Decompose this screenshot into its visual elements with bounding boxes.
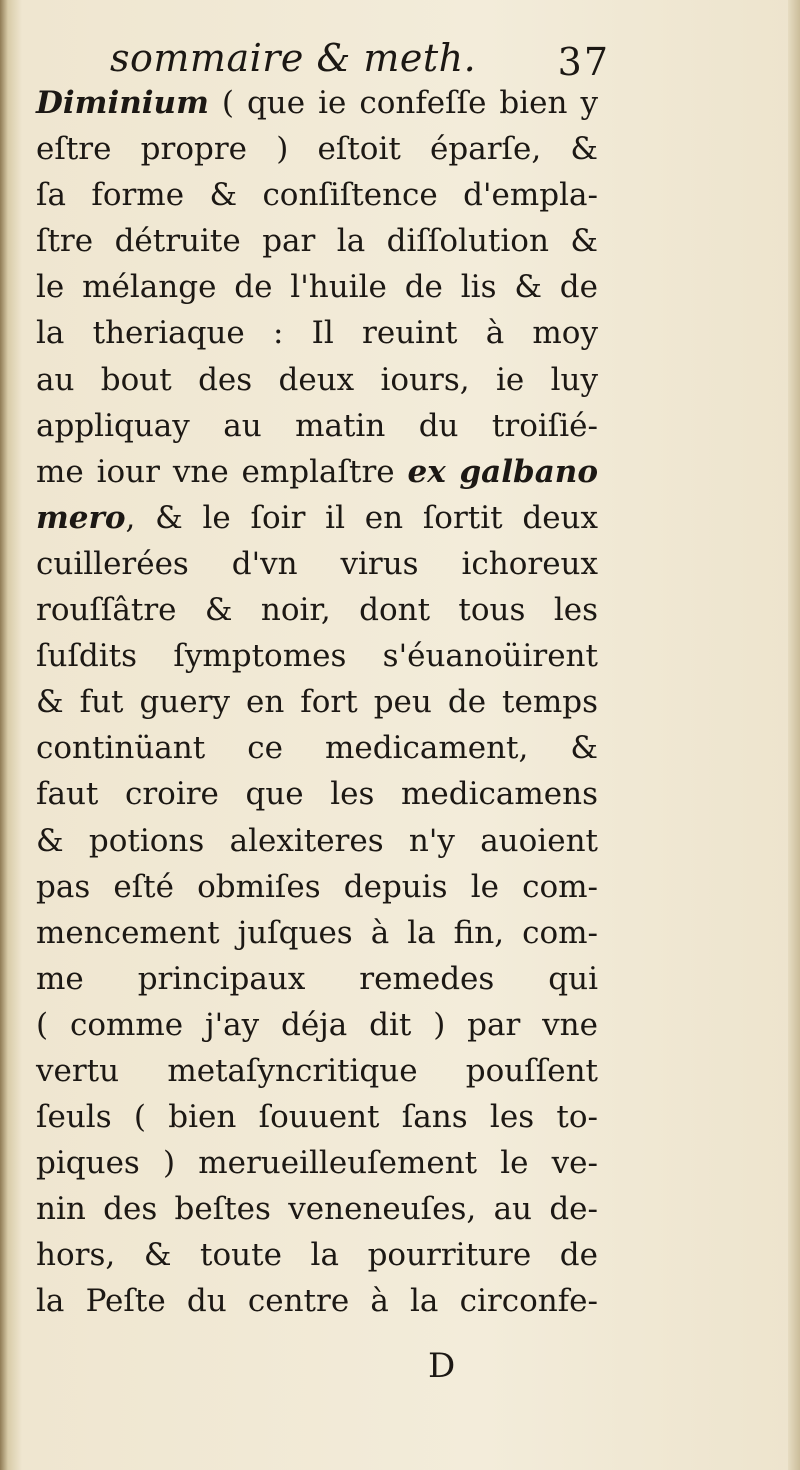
text-line: continüant ce medicament, & [36, 730, 598, 767]
text-line: eſtre propre ) eſtoit éparſe, & [36, 131, 598, 168]
text-line: nin des beſtes veneneuſes, au de- [36, 1191, 598, 1228]
text-line: me principaux remedes qui [36, 960, 598, 997]
text-line: la theriaque : Il reuint à moy [36, 315, 598, 352]
text-line: piques ) merueilleuſement le ve- [36, 1145, 598, 1182]
text-line: vertu metaſyncritique pouſſent [36, 1052, 598, 1089]
text-line: & potions alexiteres n'y auoient [36, 822, 598, 859]
text-line: ( comme j'ay déja dit ) par vne [36, 1006, 598, 1043]
text-line: au bout des deux iours, ie luy [36, 361, 598, 398]
text-line: la Peſte du centre à la circonfe- [36, 1283, 598, 1320]
text-line: appliquay au matin du troiſié- [36, 407, 598, 444]
text-line: hors, & toute la pourriture de [36, 1237, 598, 1274]
text-line: Diminium ( que ie confeſſe bien y [36, 85, 598, 121]
text-line: & fut guery en fort peu de temps [36, 684, 598, 721]
text-line: ſa forme & conſiſtence d'empla- [36, 177, 598, 214]
text-line: faut croire que les medicamens [36, 776, 598, 813]
text-line: le mélange de l'huile de lis & de [36, 269, 598, 306]
running-head: sommaire & meth. [110, 36, 477, 80]
text-line: ſuſdits ſymptomes s'éuanoüirent [36, 638, 598, 675]
signature-mark: D [428, 1346, 456, 1386]
text-line: mencement juſques à la fin, com- [36, 914, 598, 951]
page-number: 37 [557, 40, 610, 84]
text-line: me iour vne emplaſtre ex galbano [36, 453, 599, 490]
text-line: mero, & le ſoir il en ſortit deux [36, 499, 598, 536]
text-line: ſtre détruite par la diſſolution & [36, 223, 598, 260]
text-line: cuillerées d'vn virus ichoreux [36, 545, 598, 582]
page-edge [788, 0, 800, 1470]
text-line: ſeuls ( bien ſouuent ſans les to- [36, 1099, 598, 1136]
body-text [36, 80, 598, 1325]
text-line: rouſſâtre & noir, dont tous les [36, 592, 598, 629]
text-line: pas eſté obmiſes depuis le com- [36, 868, 598, 905]
